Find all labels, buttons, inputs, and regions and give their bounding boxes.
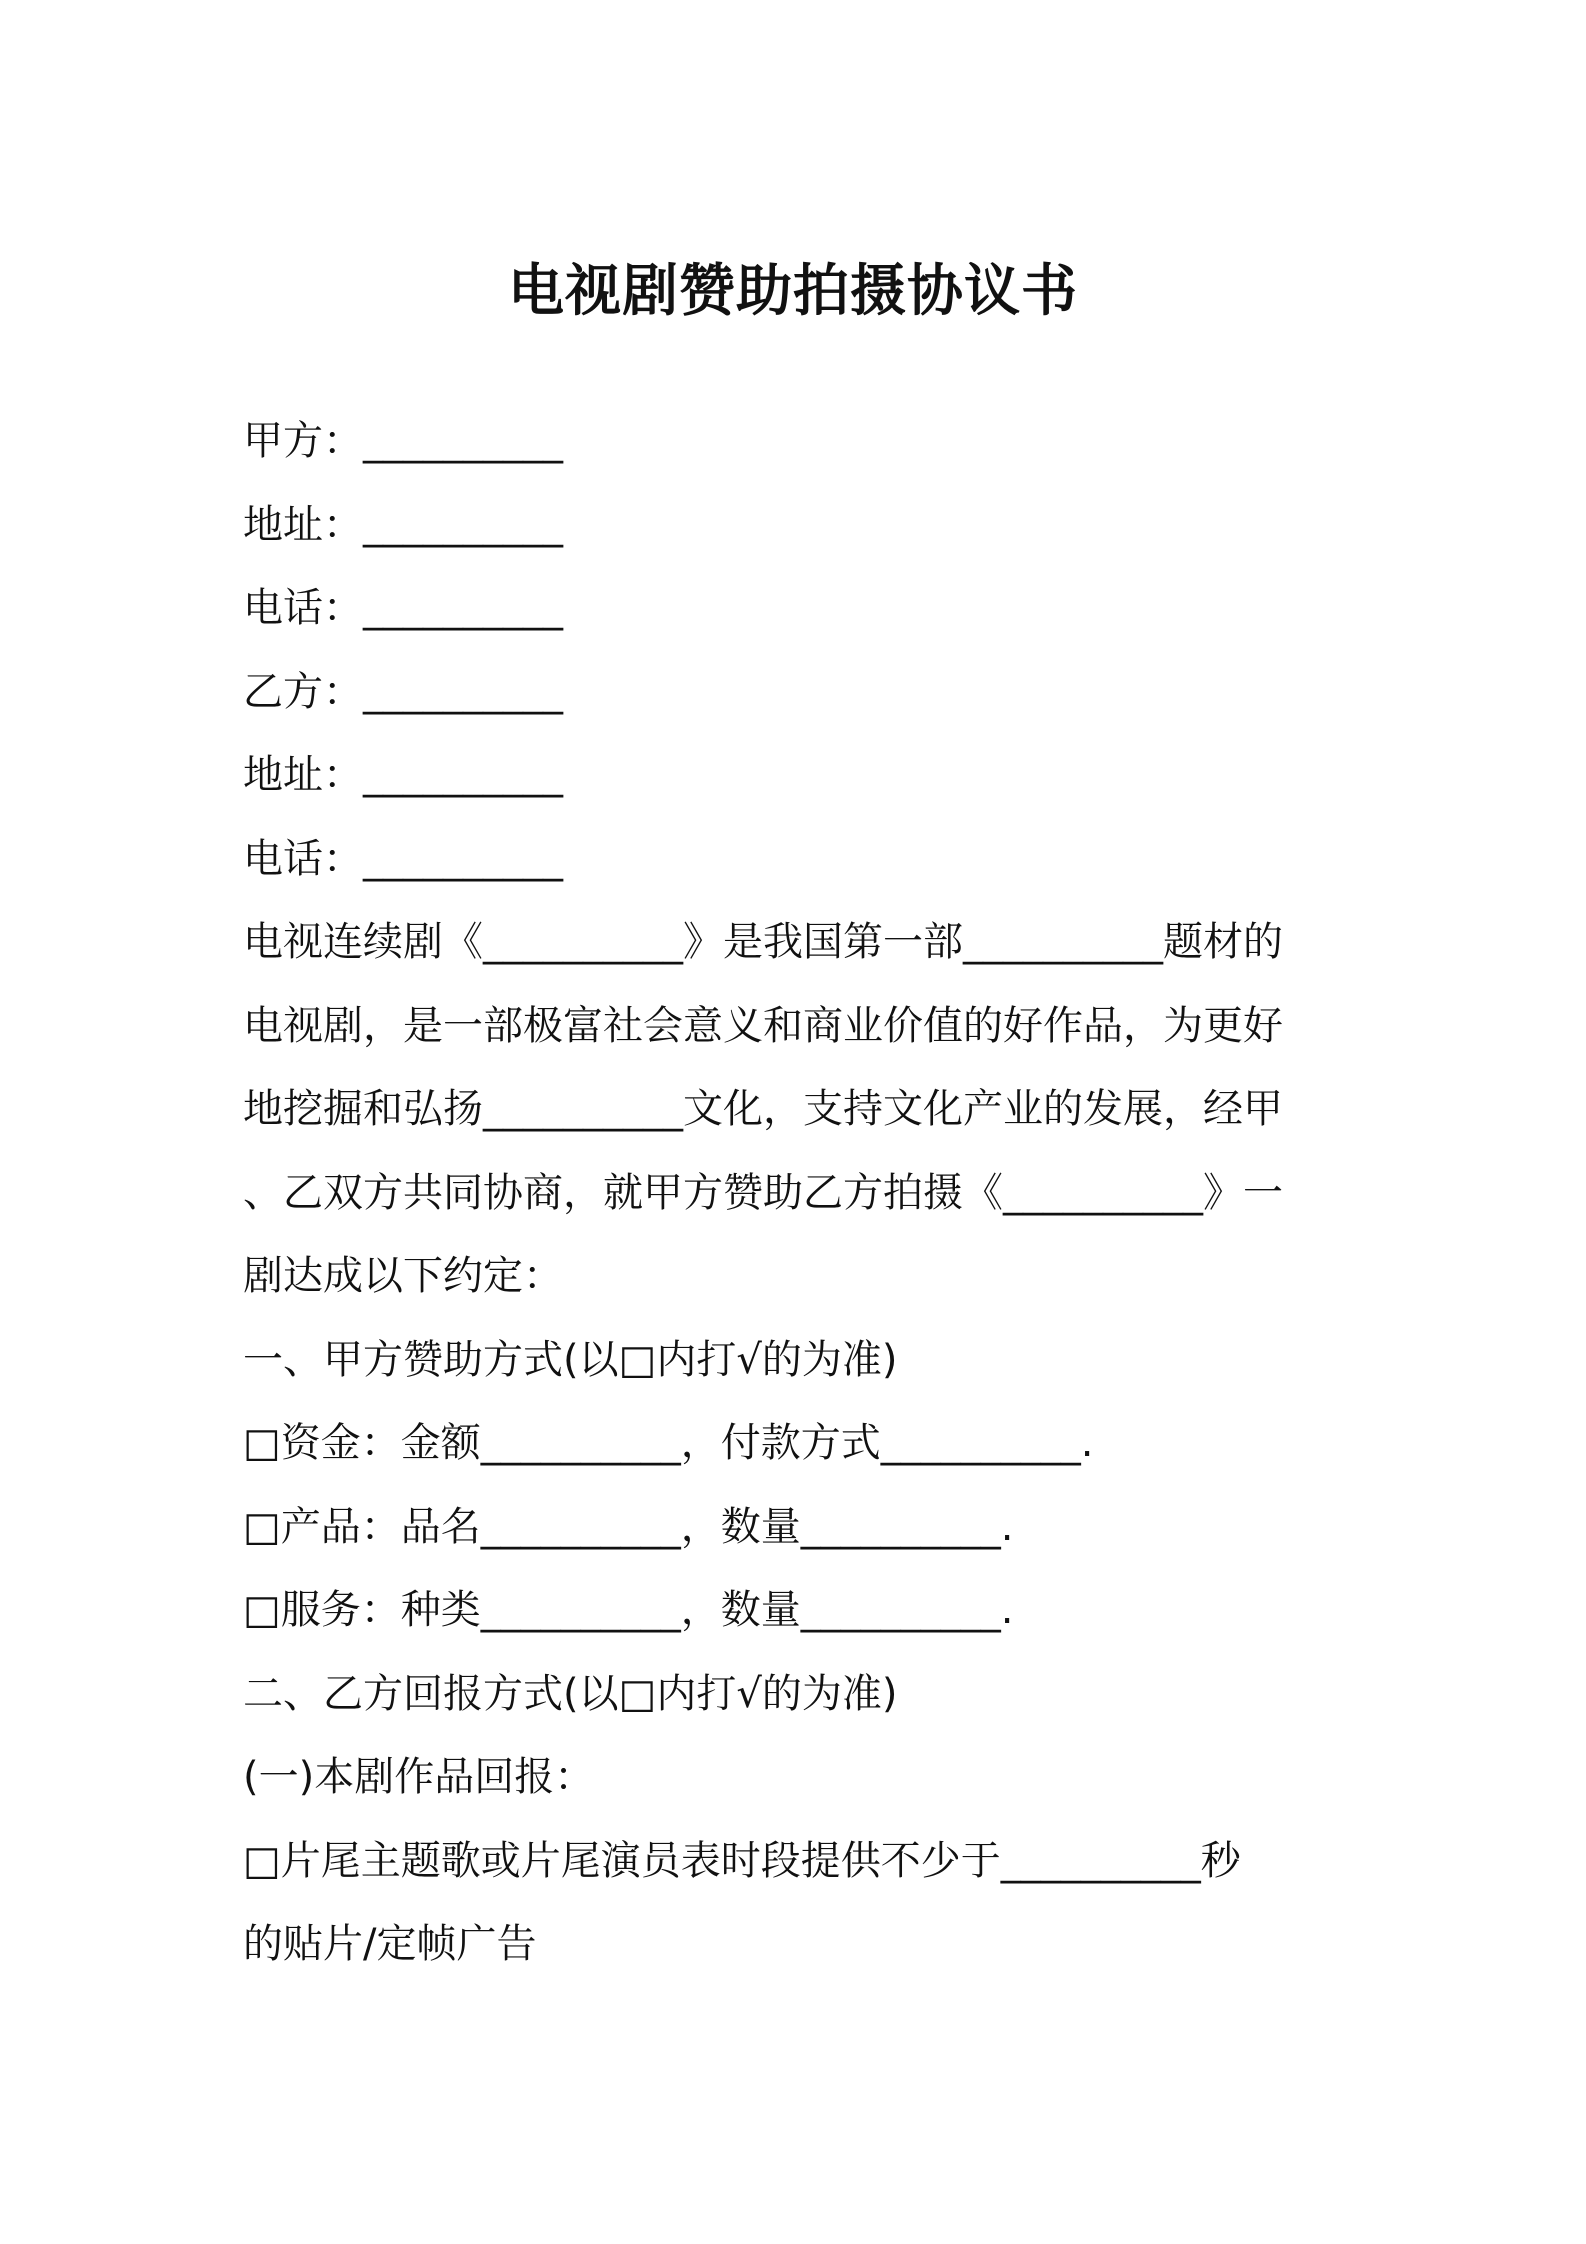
section-2-option-line-1: □片尾主题歌或片尾演员表时段提供不少于__________秒: [243, 1837, 1241, 1884]
party-a-phone-line: 电话：__________: [243, 585, 563, 631]
document-body: [243, 400, 1353, 1987]
intro-line-3: 地挖掘和弘扬__________文化，支持文化产业的发展，经甲: [243, 1086, 1283, 1132]
section-1-heading: 一、甲方赞助方式(以□内打√的为准): [243, 1336, 898, 1383]
intro-line-4: 、乙双方共同协商，就甲方赞助乙方拍摄《__________》一: [243, 1169, 1283, 1216]
section-2-heading: 二、乙方回报方式(以□内打√的为准): [243, 1670, 898, 1717]
party-b-address-line: 地址：__________: [243, 752, 563, 798]
intro-line-2: 电视剧，是一部极富社会意义和商业价值的好作品，为更好: [243, 1002, 1283, 1049]
intro-line-1: 电视连续剧《__________》是我国第一部__________题材的: [243, 919, 1283, 965]
party-a-name-line: 甲方：__________: [243, 418, 563, 464]
section-2-option-line-2: 的贴片/定帧广告: [243, 1921, 537, 1967]
section-1-option-product: □产品：品名__________，数量__________.: [243, 1503, 1014, 1550]
party-b-phone-line: 电话：__________: [243, 835, 563, 882]
document-title: 电视剧赞助拍摄协议书: [508, 259, 1078, 324]
section-1-option-service: □服务：种类__________，数量__________.: [243, 1587, 1014, 1633]
party-a-address-line: 地址：__________: [243, 501, 563, 548]
section-1-option-funds: □资金：金额__________，付款方式__________.: [243, 1420, 1094, 1466]
intro-line-5: 剧达成以下约定：: [243, 1253, 563, 1299]
party-b-name-line: 乙方：__________: [243, 668, 563, 715]
section-2-subheading: (一)本剧作品回报：: [243, 1754, 595, 1800]
